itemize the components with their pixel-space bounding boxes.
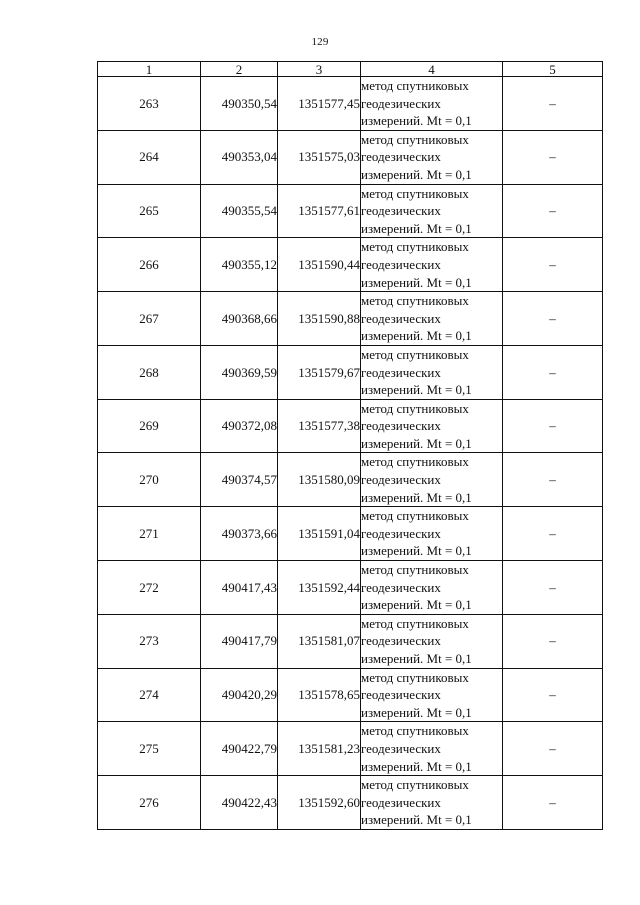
method-line: геодезических [361, 149, 441, 165]
point-number: 263 [98, 77, 201, 131]
coordinate-x: 490417,43 [201, 561, 278, 615]
note-dash: – [503, 614, 603, 668]
note-dash: – [503, 399, 603, 453]
method-line: измерений. Mt = 0,1 [361, 435, 472, 451]
table-row [98, 345, 603, 399]
method-line: метод спутниковых [361, 723, 469, 739]
table-row [98, 453, 603, 507]
table-header [98, 62, 603, 77]
table-row [98, 614, 603, 668]
point-number: 264 [98, 130, 201, 184]
method-description [361, 507, 503, 561]
point-number: 268 [98, 345, 201, 399]
method-description [361, 184, 503, 238]
method-line: метод спутниковых [361, 508, 469, 524]
method-line: измерений. Mt = 0,1 [361, 597, 472, 613]
method-line: измерений. Mt = 0,1 [361, 166, 472, 182]
method-line: геодезических [361, 95, 441, 111]
coordinate-x: 490355,54 [201, 184, 278, 238]
method-line: геодезических [361, 579, 441, 595]
method-line: метод спутниковых [361, 131, 469, 147]
note-dash: – [503, 453, 603, 507]
coordinate-y: 1351591,04 [278, 507, 361, 561]
note-dash: – [503, 668, 603, 722]
table-row [98, 561, 603, 615]
method-line: метод спутниковых [361, 78, 469, 93]
note-dash: – [503, 77, 603, 131]
coordinate-y: 1351581,07 [278, 614, 361, 668]
method-description [361, 130, 503, 184]
point-number: 266 [98, 238, 201, 292]
coordinate-y: 1351580,09 [278, 453, 361, 507]
table-row [98, 184, 603, 238]
coordinate-y: 1351577,61 [278, 184, 361, 238]
point-number: 275 [98, 722, 201, 776]
table-body [98, 77, 603, 830]
method-line: геодезических [361, 633, 441, 649]
method-line: измерений. Mt = 0,1 [361, 489, 472, 505]
coordinate-y: 1351577,45 [278, 77, 361, 131]
method-line: геодезических [361, 203, 441, 219]
note-dash: – [503, 345, 603, 399]
method-line: метод спутниковых [361, 562, 469, 578]
coordinate-x: 490417,79 [201, 614, 278, 668]
method-description [361, 292, 503, 346]
column-header: 3 [278, 62, 361, 77]
method-line: геодезических [361, 794, 441, 810]
point-number: 276 [98, 776, 201, 830]
column-header: 2 [201, 62, 278, 77]
method-line: измерений. Mt = 0,1 [361, 220, 472, 236]
method-line: геодезических [361, 687, 441, 703]
method-line: метод спутниковых [361, 777, 469, 793]
note-dash: – [503, 184, 603, 238]
method-description [361, 399, 503, 453]
method-line: геодезических [361, 472, 441, 488]
coordinate-x: 490368,66 [201, 292, 278, 346]
method-description [361, 238, 503, 292]
table-row [98, 130, 603, 184]
method-line: измерений. Mt = 0,1 [361, 382, 472, 398]
coordinate-x: 490372,08 [201, 399, 278, 453]
note-dash: – [503, 507, 603, 561]
coordinate-y: 1351592,44 [278, 561, 361, 615]
page-number: 129 [311, 36, 329, 48]
note-dash: – [503, 292, 603, 346]
table-row [98, 238, 603, 292]
method-line: геодезических [361, 418, 441, 434]
method-line: измерений. Mt = 0,1 [361, 543, 472, 559]
method-line: измерений. Mt = 0,1 [361, 274, 472, 290]
coordinate-y: 1351590,44 [278, 238, 361, 292]
table-row [98, 668, 603, 722]
method-line: измерений. Mt = 0,1 [361, 113, 472, 129]
method-description [361, 614, 503, 668]
coordinate-x: 490422,43 [201, 776, 278, 830]
table-row [98, 507, 603, 561]
point-number: 265 [98, 184, 201, 238]
column-header: 4 [361, 62, 503, 77]
coordinates-table [97, 61, 603, 830]
method-line: геодезических [361, 364, 441, 380]
table-row [98, 722, 603, 776]
point-number: 272 [98, 561, 201, 615]
coordinate-x: 490369,59 [201, 345, 278, 399]
header-row [98, 62, 603, 77]
note-dash: – [503, 776, 603, 830]
method-description [361, 345, 503, 399]
method-line: метод спутниковых [361, 400, 469, 416]
method-description [361, 668, 503, 722]
method-line: метод спутниковых [361, 239, 469, 255]
coordinate-x: 490374,57 [201, 453, 278, 507]
coordinate-x: 490373,66 [201, 507, 278, 561]
coordinate-y: 1351581,23 [278, 722, 361, 776]
column-header: 5 [503, 62, 603, 77]
method-line: измерений. Mt = 0,1 [361, 812, 472, 828]
point-number: 271 [98, 507, 201, 561]
method-line: метод спутниковых [361, 615, 469, 631]
method-description [361, 776, 503, 830]
note-dash: – [503, 238, 603, 292]
table-row [98, 77, 603, 131]
method-line: геодезических [361, 525, 441, 541]
method-line: метод спутниковых [361, 293, 469, 309]
coordinate-x: 490350,54 [201, 77, 278, 131]
method-line: геодезических [361, 256, 441, 272]
coordinate-y: 1351590,88 [278, 292, 361, 346]
method-line: измерений. Mt = 0,1 [361, 651, 472, 666]
method-line: метод спутниковых [361, 454, 469, 470]
point-number: 273 [98, 614, 201, 668]
note-dash: – [503, 722, 603, 776]
note-dash: – [503, 561, 603, 615]
method-description [361, 77, 503, 131]
coordinate-y: 1351578,65 [278, 668, 361, 722]
coordinate-x: 490353,04 [201, 130, 278, 184]
method-description [361, 561, 503, 615]
note-dash: – [503, 130, 603, 184]
table-row [98, 292, 603, 346]
method-line: геодезических [361, 740, 441, 756]
method-description [361, 722, 503, 776]
coordinate-y: 1351575,03 [278, 130, 361, 184]
column-header: 1 [98, 62, 201, 77]
table-row [98, 399, 603, 453]
method-line: измерений. Mt = 0,1 [361, 758, 472, 774]
method-line: метод спутниковых [361, 669, 469, 685]
table-row [98, 776, 603, 830]
method-description [361, 453, 503, 507]
coordinate-y: 1351592,60 [278, 776, 361, 830]
method-line: измерений. Mt = 0,1 [361, 704, 472, 720]
point-number: 270 [98, 453, 201, 507]
coordinate-x: 490422,79 [201, 722, 278, 776]
point-number: 274 [98, 668, 201, 722]
point-number: 267 [98, 292, 201, 346]
coordinate-x: 490420,29 [201, 668, 278, 722]
coordinate-y: 1351579,67 [278, 345, 361, 399]
method-line: геодезических [361, 310, 441, 326]
coordinate-x: 490355,12 [201, 238, 278, 292]
coordinate-y: 1351577,38 [278, 399, 361, 453]
point-number: 269 [98, 399, 201, 453]
method-line: метод спутниковых [361, 185, 469, 201]
method-line: метод спутниковых [361, 346, 469, 362]
method-line: измерений. Mt = 0,1 [361, 328, 472, 344]
